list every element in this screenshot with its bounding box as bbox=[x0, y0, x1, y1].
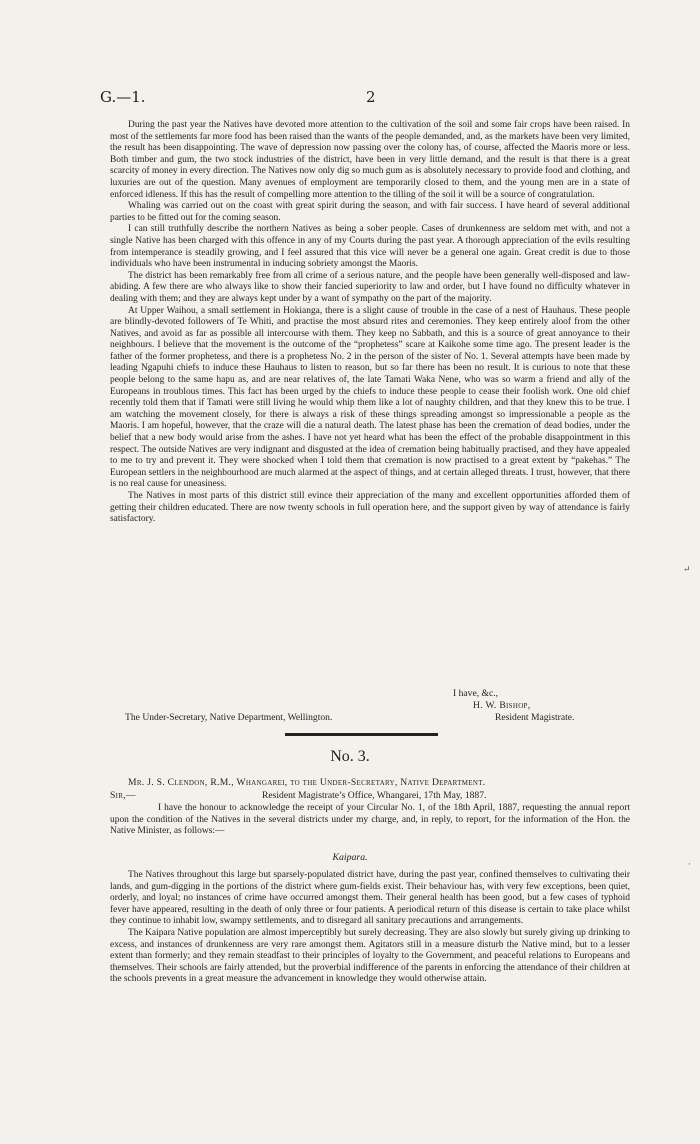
section-heading: No. 3. bbox=[330, 748, 370, 765]
salutation: Sir,— bbox=[110, 790, 136, 801]
district-subheading: Kaipara. bbox=[332, 852, 368, 863]
letter-from-line: Mr. J. S. Clendon, R.M., Whangarei, to the Under-Secretary, Native Department. bbox=[128, 777, 486, 788]
office-and-date: Resident Magistrate’s Office, Whangarei, 17th May, 1887. bbox=[262, 790, 487, 801]
closing: I have, &c., bbox=[453, 688, 499, 699]
intro-paragraph: I have the honour to acknowledge the receipt of your Circular No. 1, of the 18th April, 1887, requesting the annual report upon the condition of the Natives in the several districts under my charge, and, in reply, to report, for the information of the Hon. the Native Minister, as follows:— bbox=[110, 803, 630, 837]
paragraph: The Natives throughout this large but sparsely-populated district have, during the past year, confined themselves to cultivating their lands, and gum-digging in the portions of the district where gum-fields exist. Their behaviour has, with very few exceptions, been quiet, orderly, and loyal; no instances of crime have occurred amongst them. Their general health has been good, but a few cases of typhoid fever have appeared, resulting in the death of only three or four patients. A periodical return of this disease is certain to take place whilst they continue to inhabit low, swampy settlements, and to disregard all sanitary precautions and arrangements. bbox=[110, 870, 630, 927]
signatory: H. W. Bishop, bbox=[473, 700, 531, 711]
document-reference: G.—1. bbox=[100, 88, 146, 106]
paragraph: I can still truthfully describe the northern Natives as being a sober people. Cases of drunkenness are seldom met with, and not a single Native has been charged with this offence in any of my Courts during the past year. A thorough appreciation of the evils resulting from intemperance is steadily growing, and I feel assured that this vice will never be a general one again. Great credit is due to those individuals who have been instrumental in inducing sobriety amongst the Maoris. bbox=[110, 224, 630, 270]
addressee: The Under-Secretary, Native Department, Wellington. bbox=[125, 712, 333, 723]
margin-mark: ↵ bbox=[683, 565, 691, 575]
paragraph: The Kaipara Native population are almost imperceptibly but surely decreasing. They are also slowly but surely giving up drinking to excess, and instances of drunkenness are very rare amongst them. Agitators still in a measure disturb the Native mind, but to a lesser extent than formerly; and they remain steadfast to their principles of loyalty to the Government, and peaceful relations to Europeans and themselves. Their schools are fairly attended, but the proverbial indifference of the parents in enforcing the attendance of their children at the schools prevents in a great measure the advancement in knowledge they would otherwise attain. bbox=[110, 927, 630, 985]
letter-intro bbox=[110, 803, 630, 838]
paragraph: The Natives in most parts of this district still evince their appreciation of the many and excellent opportunities afforded them of getting their children educated. There are now twenty schools in full operation here, and the support given by way of attendance is fairly satisfactory. bbox=[110, 491, 630, 525]
paragraph: The district has been remarkably free from all crime of a serious nature, and the people have been generally well-disposed and law-abiding. A few there are who always like to show their fancied superiority to law and order, but I have found no difficulty whatever in dealing with them; and they are always kept under by a want of sympathy on the part of the majority. bbox=[110, 270, 630, 304]
margin-mark: · bbox=[688, 860, 691, 870]
paragraph: Whaling was carried out on the coast with great spirit during the season, and with fair success. I have heard of several additional parties to be fitted out for the coming season. bbox=[110, 201, 630, 223]
section-divider bbox=[285, 733, 438, 736]
page-number: 2 bbox=[366, 88, 376, 106]
signatory-title: Resident Magistrate. bbox=[495, 712, 575, 723]
paragraph: At Upper Waihou, a small settlement in Hokianga, there is a slight cause of trouble in the case of a nest of Hauhaus. These people are blindly-devoted followers of Te Whiti, and practise the most absurd rites and ceremonies. They keep entirely aloof from the other Natives, and avoid as far as possible all intercourse with them. They keep no Sabbath, and this is a source of great annoyance to their neighbours. I believe that the movement is the outcome of the “prophetess” scare at Kaikohe some time ago. The present leader is the father of the former prophetess, and there is a prophetess No. 2 in the person of the sister of No. 1. Several attempts have been made by leading Ngapuhi chiefs to induce these Hauhaus to listen to reason, but so far there has been no result. It is curious to note that these people belong to the same hapu as, and are near relatives of, the late Tamati Waka Nene, who was so warm a friend and ally of the Europeans in troublous times. This fact has been urged by the chiefs to induce these people to cease their foolish work. One old chief recently told them that if Tamati were still living he would whip them like a lot of naughty children, and that they knew this to be true. I am watching the movement closely, for there is always a risk of these things spreading amongst so impressionable a people as the Maoris. I am hopeful, however, that the craze will die a natural death. The latest phase has been the cremation of dead bodies, under the belief that a new body would arise from the ashes. I have not yet heard what has been the effect of the probable disappointment in this respect. The outside Natives are very indignant and disgusted at the idea of cremation being habitually practised, and they have appealed to me to try and prevent it. They were shocked when I told them that cremation is now practised to a great extent by “pakehas.” The European settlers in the neighbourhood are much alarmed at the aspect of things, and at certain alleged threats. I trust, however, that there is no real cause for uneasiness. bbox=[110, 305, 630, 490]
kaipara-report bbox=[110, 870, 630, 986]
page-header bbox=[100, 88, 640, 108]
paragraph: During the past year the Natives have devoted more attention to the cultivation of the soil and some fair crops have been raised. In most of the settlements far more food has been raised than the wants of the people demanded, and, as the markets have been very limited, the result has been disappointing. The wave of depression now passing over the colony has, of course, affected the Maoris more or less. Both timber and gum, the two stock industries of the district, have been in very little demand, and the result is that there is a great scarcity of money in every direction. The Natives now only dig so much gum as is absolutely necessary to provide food and clothing, and luxuries are out of the question. Many avenues of employment are temporarily closed to them, and the young men are in a state of enforced idleness. If this has the result of compelling more attention to the tilling of the soil it will be a source of congratulation. bbox=[110, 120, 630, 200]
report-body bbox=[110, 120, 630, 526]
